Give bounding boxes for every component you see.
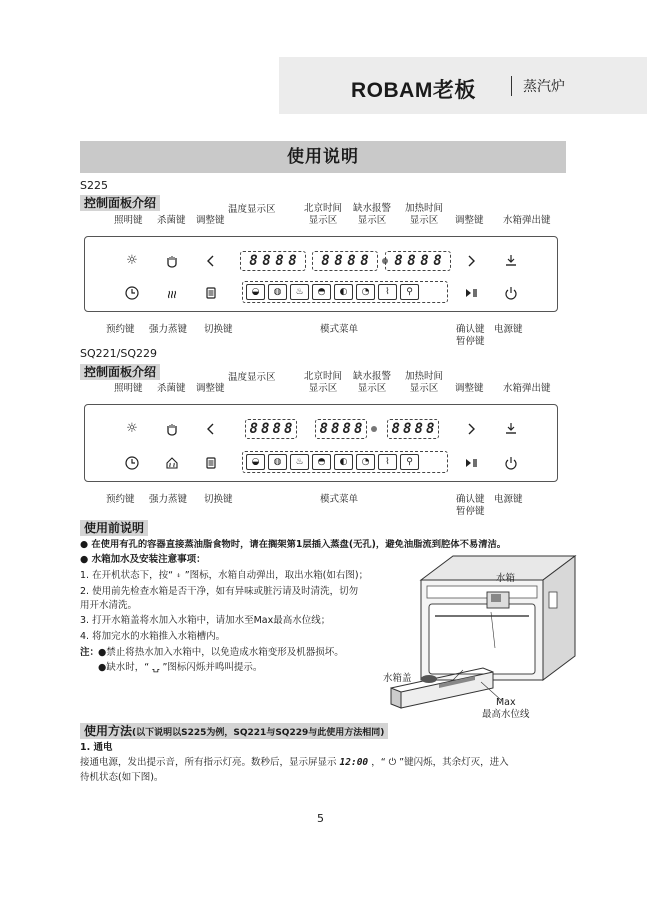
note-1: ●禁止将热水加入水箱中，以免造成水箱变形及机器损坏。	[98, 647, 344, 658]
label-schedule: 预约键	[106, 494, 135, 505]
power-on-text	[80, 756, 509, 769]
brand-logo: ROBAM老板	[351, 79, 476, 102]
chevron-right-icon[interactable]	[463, 421, 479, 437]
digit: 8	[331, 421, 340, 437]
clock-icon[interactable]	[124, 455, 140, 471]
control-panel-s225	[84, 236, 558, 312]
tank-eject-icon[interactable]	[503, 421, 519, 437]
step-4: 4. 将加完水的水箱推入水箱槽内。	[80, 631, 226, 642]
digit: 8	[360, 253, 369, 269]
bullet-tank-notes: ● 水箱加水及安装注意事项：	[80, 554, 206, 565]
step-power-on-title: 1. 通电	[80, 742, 113, 753]
mode-button[interactable]: ◍	[268, 454, 287, 470]
label-mode-menu: 模式菜单	[320, 494, 359, 505]
label-heat-time: 加热时间 显示区	[405, 371, 444, 394]
label-tank-eject: 水箱弹出键	[503, 383, 551, 394]
label-strong-steam: 强力蒸键	[149, 324, 188, 335]
label-tank-eject: 水箱弹出键	[503, 215, 551, 226]
digit: 8	[321, 253, 330, 269]
label-beijing-time: 北京时间 显示区	[304, 371, 343, 394]
page-title: 使用说明	[80, 141, 566, 173]
steam-icon[interactable]	[164, 285, 180, 301]
mode-button[interactable]: ◓	[312, 454, 331, 470]
bullet-oil-food: ● 在使用有孔的容器直接蒸油脂食物时，请在搁架第1层插入蒸盘(无孔)，避免油脂流到腔体不易清洁。	[80, 539, 507, 550]
sterilize-icon[interactable]	[164, 253, 180, 269]
digit: 8	[334, 253, 343, 269]
label-power: 电源键	[494, 324, 523, 335]
page-number: 5	[317, 812, 324, 825]
fig-label-tank: 水箱	[496, 573, 516, 584]
mode-menu	[242, 451, 448, 473]
label-strong-steam: 强力蒸键	[149, 494, 188, 505]
label-mode-menu: 模式菜单	[320, 324, 359, 335]
section-before-use: 使用前说明	[80, 520, 148, 536]
digit: 8	[420, 253, 429, 269]
label-switch: 切换键	[204, 494, 233, 505]
digit: 8	[426, 421, 435, 437]
mode-button[interactable]: ◒	[246, 454, 265, 470]
mode-button[interactable]: ⚲	[400, 284, 419, 300]
digit: 8	[262, 253, 271, 269]
digit: 8	[319, 421, 328, 437]
steam-icon[interactable]	[164, 455, 180, 471]
label-adjust-right: 调整键	[455, 383, 484, 394]
step-2: 2. 使用前先检查水箱是否干净，如有异味或脏污请及时清洗，切勿	[80, 586, 359, 597]
label-light: 照明键	[114, 215, 143, 226]
mode-button[interactable]: ◓	[312, 284, 331, 300]
label-water-alarm: 缺水报警 显示区	[353, 371, 392, 394]
digit: 8	[261, 421, 270, 437]
tank-eject-icon[interactable]	[503, 253, 519, 269]
section-panel-intro-sq: 控制面板介绍	[80, 364, 160, 380]
chevron-right-icon[interactable]	[463, 253, 479, 269]
digit: 8	[284, 421, 293, 437]
digit: 8	[347, 253, 356, 269]
label-temp-display: 温度显示区	[228, 372, 276, 383]
section-panel-intro-s225: 控制面板介绍	[80, 195, 160, 211]
clock-icon[interactable]	[124, 285, 140, 301]
mode-button[interactable]: ♨	[290, 284, 309, 300]
label-schedule: 预约键	[106, 324, 135, 335]
label-adjust-right: 调整键	[455, 215, 484, 226]
usage-title: 使用方法	[84, 724, 133, 738]
label-confirm-pause: 确认键 暂停键	[456, 324, 485, 347]
label-adjust-left: 调整键	[196, 383, 225, 394]
mode-button[interactable]: ◔	[356, 454, 375, 470]
label-adjust-left: 调整键	[196, 215, 225, 226]
usage-note: (以下说明以S225为例，SQ221与SQ229与此使用方法相同)	[132, 728, 385, 738]
note-2: ●缺水时，“ ⍽ ”图标闪烁并鸣叫提示。	[98, 662, 263, 673]
step-2-cont: 用开水清洗。	[80, 600, 138, 611]
label-power: 电源键	[494, 494, 523, 505]
mode-button[interactable]: ⌇	[378, 284, 397, 300]
power-on-text-1: 接通电源，发出提示音，所有指示灯亮。数秒后，显示屏显示	[80, 757, 337, 768]
chevron-left-icon[interactable]	[203, 421, 219, 437]
digit: 8	[391, 421, 400, 437]
label-temp-display: 温度显示区	[228, 204, 276, 215]
label-switch: 切换键	[204, 324, 233, 335]
mode-menu	[242, 281, 448, 303]
time-display: 12:00	[339, 757, 369, 768]
mode-button[interactable]: ◔	[356, 284, 375, 300]
switch-icon[interactable]	[203, 285, 219, 301]
temperature-display	[245, 419, 297, 439]
digit: 8	[354, 421, 363, 437]
digit: 8	[414, 421, 423, 437]
mode-button[interactable]: ◍	[268, 284, 287, 300]
model-sq221-sq229: SQ221/SQ229	[80, 347, 157, 360]
chevron-left-icon[interactable]	[203, 253, 219, 269]
digit: 8	[342, 421, 351, 437]
sun-icon[interactable]: ☼	[126, 253, 138, 268]
label-water-alarm: 缺水报警 显示区	[353, 203, 392, 226]
power-on-text-3: 待机状态(如下图)。	[80, 772, 164, 783]
power-icon[interactable]	[503, 285, 519, 301]
power-on-text-2: ，“ ⏻ ”键闪烁，其余灯灭，进入	[371, 757, 509, 768]
digit: 8	[272, 421, 281, 437]
step-3: 3. 打开水箱盖将水加入水箱中，请加水至Max最高水位线；	[80, 615, 331, 626]
mode-button[interactable]: ◐	[334, 454, 353, 470]
mode-button[interactable]: ◐	[334, 284, 353, 300]
product-name: 蒸汽炉	[523, 79, 565, 95]
digit: 8	[394, 253, 403, 269]
mode-button[interactable]: ⚲	[400, 454, 419, 470]
fig-label-lid: 水箱盖	[383, 673, 412, 684]
fig-label-max: Max 最高水位线	[482, 697, 530, 720]
mode-button[interactable]: ♨	[290, 454, 309, 470]
beijing-time-display	[315, 419, 367, 439]
label-heat-time: 加热时间 显示区	[405, 203, 444, 226]
sterilize-icon[interactable]	[164, 421, 180, 437]
mode-button[interactable]: ⌇	[378, 454, 397, 470]
label-sterilize: 杀菌键	[157, 383, 186, 394]
play-pause-icon[interactable]	[463, 455, 479, 471]
label-sterilize: 杀菌键	[157, 215, 186, 226]
label-beijing-time: 北京时间 显示区	[304, 203, 343, 226]
heat-time-display	[385, 251, 451, 271]
play-pause-icon[interactable]	[463, 285, 479, 301]
temperature-display	[240, 251, 306, 271]
section-usage	[80, 723, 388, 739]
mode-button[interactable]: ◒	[246, 284, 265, 300]
label-confirm-pause: 确认键 暂停键	[456, 494, 485, 517]
water-alarm-lamp	[367, 419, 381, 439]
digit: 8	[249, 421, 258, 437]
note-title: 注：	[80, 647, 100, 658]
heat-time-display	[387, 419, 439, 439]
brand-divider	[511, 76, 512, 96]
beijing-time-display	[312, 251, 378, 271]
switch-icon[interactable]	[203, 455, 219, 471]
digit: 8	[249, 253, 258, 269]
digit: 8	[288, 253, 297, 269]
digit: 8	[407, 253, 416, 269]
control-panel-sq	[84, 404, 558, 482]
label-light: 照明键	[114, 383, 143, 394]
digit: 8	[275, 253, 284, 269]
model-s225: S225	[80, 179, 108, 192]
step-1: 1. 在开机状态下，按“ ⍖ ”图标，水箱自动弹出，取出水箱(如右图)；	[80, 570, 369, 581]
digit: 8	[403, 421, 412, 437]
power-icon[interactable]	[503, 455, 519, 471]
digit: 8	[433, 253, 442, 269]
sun-icon[interactable]: ☼	[126, 421, 138, 436]
